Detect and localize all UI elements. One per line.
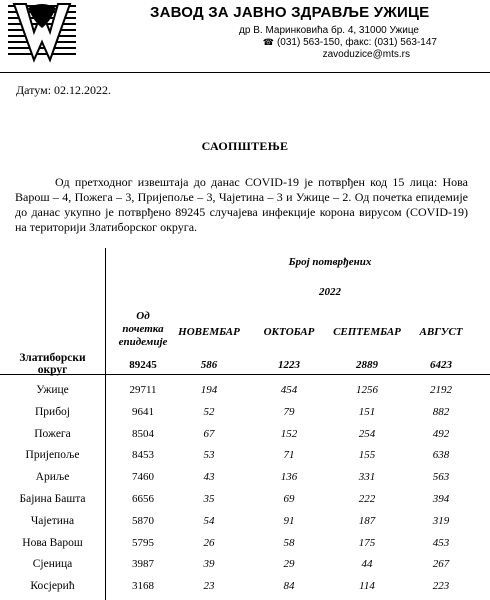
table-cell: 638 — [432, 449, 450, 461]
table-cell: 52 — [203, 406, 215, 418]
table-cell: 3987 — [132, 558, 154, 570]
table-cell: 3168 — [132, 580, 154, 592]
table-cell: 454 — [280, 384, 298, 396]
letterhead — [0, 0, 490, 72]
table-cell: 492 — [432, 428, 450, 440]
document-title: САОПШТЕЊЕ — [201, 139, 289, 153]
municipality-name: Нова Варош — [22, 537, 83, 549]
header-divider — [0, 72, 490, 73]
phone-fax-text: (031) 563-150, факс: (031) 563-147 — [276, 37, 437, 48]
region-total-value: 89245 — [129, 359, 157, 371]
table-cell: 331 — [358, 471, 376, 483]
region-august-value: 6423 — [430, 359, 452, 371]
municipality-name: Сјеница — [32, 558, 73, 570]
table-cell: 53 — [203, 449, 215, 461]
table-cell: 453 — [432, 537, 450, 549]
table-cell: 151 — [358, 406, 376, 418]
table-year-header: 2022 — [319, 286, 341, 298]
table-cell: 54 — [203, 515, 215, 527]
table-vertical-divider — [105, 248, 106, 600]
table-cell: 194 — [200, 384, 218, 396]
table-cell: 175 — [358, 537, 376, 549]
table-group-header: Број потврђених — [288, 256, 372, 268]
month-header-august: АВГУСТ — [419, 326, 463, 338]
municipality-name: Ариље — [35, 471, 70, 483]
table-cell: 29 — [283, 558, 295, 570]
phone-icon: ☎ — [262, 37, 274, 47]
table-cell: 155 — [358, 449, 376, 461]
table-cell: 8453 — [132, 449, 154, 461]
table-cell: 29711 — [129, 384, 157, 396]
table-cell: 8504 — [132, 428, 154, 440]
table-cell: 1256 — [356, 384, 378, 396]
table-cell: 58 — [283, 537, 295, 549]
month-header-october: ОКТОБАР — [263, 326, 315, 338]
municipality-name: Бајина Башта — [19, 493, 86, 505]
table-cell: 223 — [432, 580, 450, 592]
table-cell: 222 — [358, 493, 376, 505]
municipality-name: Чајетина — [30, 515, 75, 527]
municipality-name: Косјерић — [30, 580, 75, 592]
table-cell: 187 — [358, 515, 376, 527]
table-cell: 319 — [432, 515, 450, 527]
table-cell: 5795 — [132, 537, 154, 549]
organization-address: др В. Маринковића бр. 4, 31000 Ужице — [239, 25, 419, 36]
table-cell: 23 — [203, 580, 215, 592]
table-cell: 69 — [283, 493, 295, 505]
table-cell: 882 — [432, 406, 450, 418]
table-cell: 7460 — [132, 471, 154, 483]
table-cell: 71 — [283, 449, 295, 461]
table-cell: 9641 — [132, 406, 154, 418]
total-header-line: епидемије — [118, 336, 168, 348]
table-cell: 267 — [432, 558, 450, 570]
table-cell: 67 — [203, 428, 215, 440]
table-cell: 26 — [203, 537, 215, 549]
announcement-paragraph: Од претходног извештаја до данас COVID-19 је потврђен код 15 лица: Нова Варош – 4, Пожега – 3, Пријепоље – 3, Чајетина – 3 и Ужице – 2. Од почетка епидемије до данас укупно је потврђено 89245 случајева инфекције корона вирусом (COVID-19) на територији Златиборског округа. — [15, 175, 468, 234]
table-cell: 5870 — [132, 515, 154, 527]
table-cell: 79 — [283, 406, 295, 418]
table-cell: 254 — [358, 428, 376, 440]
region-september-value: 2889 — [356, 359, 378, 371]
region-label-line: округ — [37, 364, 68, 376]
table-cell: 114 — [359, 580, 375, 592]
total-column-header — [112, 310, 174, 349]
table-cell: 6656 — [132, 493, 154, 505]
organization-name: ЗАВОД ЗА ЈАВНО ЗДРАВЉЕ УЖИЦЕ — [150, 4, 430, 21]
region-october-value: 1223 — [278, 359, 300, 371]
document-date: Датум: 02.12.2022. — [16, 83, 112, 97]
table-cell: 2192 — [430, 384, 452, 396]
region-november-value: 586 — [200, 359, 218, 371]
table-cell: 44 — [361, 558, 373, 570]
municipality-name: Ужице — [36, 384, 69, 396]
organization-phone-fax — [0, 37, 437, 48]
table-cell: 84 — [283, 580, 295, 592]
municipality-name: Прибој — [34, 406, 70, 418]
table-cell: 91 — [283, 515, 295, 527]
table-cell: 136 — [280, 471, 298, 483]
region-label — [0, 352, 105, 376]
table-cell: 39 — [203, 558, 215, 570]
municipality-name: Пријепоље — [25, 449, 80, 461]
organization-email: zavoduzice@mts.rs — [322, 49, 410, 60]
table-cell: 35 — [203, 493, 215, 505]
region-label-line: Златиборски — [19, 352, 86, 364]
municipality-name: Пожега — [34, 428, 71, 440]
table-cell: 563 — [432, 471, 450, 483]
table-cell: 152 — [280, 428, 298, 440]
month-header-september: СЕПТЕМБАР — [333, 326, 401, 338]
total-header-line: почетка — [122, 323, 164, 335]
month-header-november: НОВЕМБАР — [178, 326, 240, 338]
table-cell: 43 — [203, 471, 215, 483]
table-cell: 394 — [432, 493, 450, 505]
total-header-line: Од — [136, 310, 150, 322]
